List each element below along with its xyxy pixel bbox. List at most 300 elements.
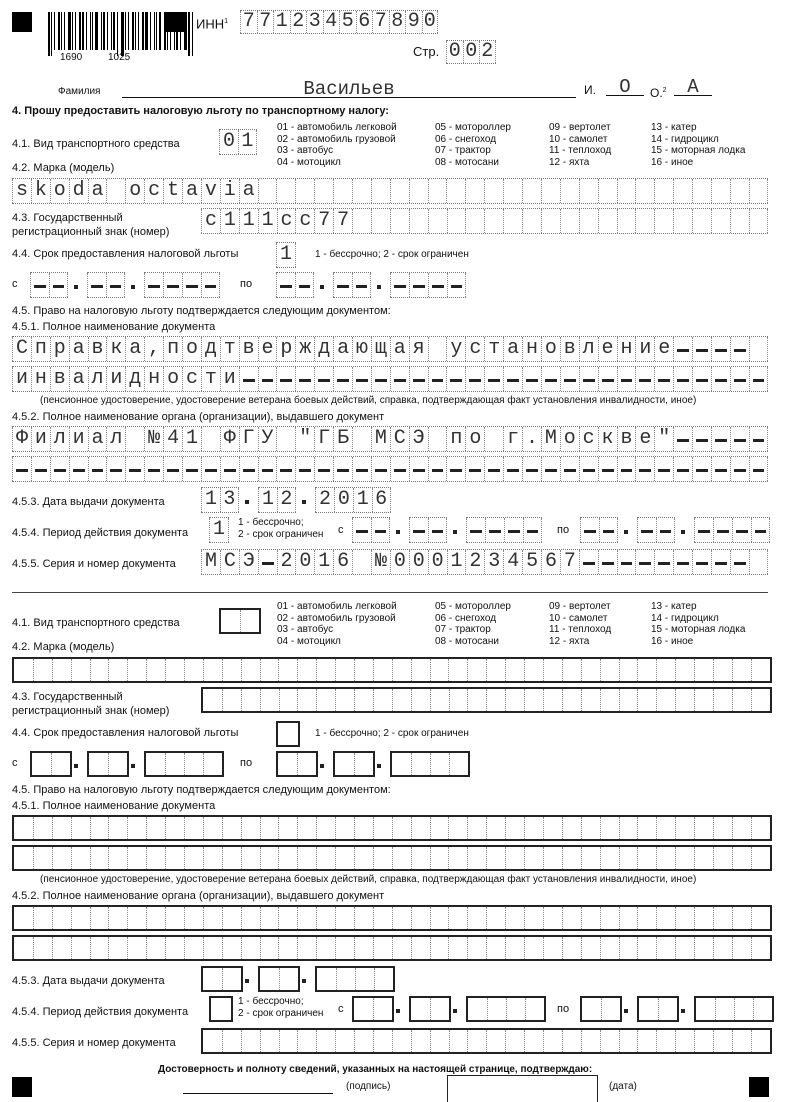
char-cell	[637, 1030, 656, 1052]
char-cell: 4	[163, 427, 182, 451]
date-separator-dot	[453, 1009, 457, 1013]
issue-date-day[interactable]	[201, 487, 239, 513]
char-cell	[222, 689, 241, 711]
char-cell	[579, 209, 598, 233]
initial-o-label: О.$^2$	[650, 86, 667, 100]
char-cell	[241, 847, 260, 869]
char-cell	[751, 1030, 770, 1052]
char-cell: 2	[479, 41, 496, 63]
char-cell	[467, 659, 486, 681]
date-separator-dot	[453, 530, 457, 534]
char-cell	[409, 518, 428, 542]
barcode-bar	[54, 12, 55, 50]
date-separator-dot	[302, 500, 306, 504]
char-cell	[711, 550, 730, 574]
date-separator-dot	[74, 764, 78, 768]
char-cell	[448, 659, 467, 681]
date-separator-dot	[396, 1009, 400, 1013]
barcode-bar	[61, 12, 62, 50]
char-cell	[335, 1030, 354, 1052]
char-cell: о	[541, 337, 560, 361]
char-cell	[316, 689, 335, 711]
doc-name-hint: (пенсионное удостоверение, удостоверение ветерана боевых действий, справка, подтверждающая факт установления инвалидности, иное)	[40, 874, 697, 885]
validity-hint-1: 1 - бессрочно;	[238, 996, 304, 1007]
validity-to-year[interactable]	[694, 517, 770, 543]
surname-label: Фамилия	[58, 86, 101, 97]
char-cell	[297, 689, 316, 711]
barcode-bar	[184, 12, 187, 50]
char-cell: i	[220, 179, 239, 203]
char-cell: o	[125, 179, 144, 203]
char-cell: е	[258, 337, 277, 361]
term-from-month[interactable]	[87, 751, 129, 777]
char-cell	[33, 817, 52, 839]
vehicle-type-legend-item: 06 - снегоход	[435, 133, 497, 145]
char-cell: 2	[290, 11, 307, 33]
char-cell	[203, 937, 222, 959]
char-cell	[12, 457, 31, 481]
validity-to-day[interactable]	[580, 996, 622, 1022]
validity-from-month[interactable]	[409, 517, 447, 543]
char-cell	[675, 847, 694, 869]
vehicle-type-legend-item: 10 - самолет	[549, 133, 608, 145]
char-cell	[673, 550, 692, 574]
term-from-year[interactable]	[144, 272, 220, 298]
issue-date-month[interactable]	[258, 966, 300, 992]
barcode-number-1: 1690	[60, 52, 83, 63]
char-cell: М	[371, 427, 390, 451]
char-cell: д	[314, 337, 333, 361]
vehicle-type-label: 4.1. Вид транспортного средства	[12, 617, 180, 629]
char-cell	[333, 273, 352, 297]
char-cell	[106, 179, 125, 203]
char-cell	[89, 753, 108, 775]
char-cell	[637, 907, 656, 929]
barcode-bar	[113, 12, 115, 50]
char-cell: a	[182, 179, 201, 203]
char-cell	[90, 817, 109, 839]
char-cell	[352, 550, 371, 574]
char-cell: 7	[240, 11, 257, 33]
char-cell	[52, 817, 71, 839]
barcode-bar	[132, 12, 134, 50]
vehicle-type-legend-item: 14 - гидроцикл	[651, 612, 719, 624]
char-cell	[505, 937, 524, 959]
doc-name-field-line1[interactable]	[12, 815, 772, 841]
vehicle-type-legend-column	[549, 122, 611, 168]
char-cell	[711, 179, 730, 203]
char-cell	[371, 209, 390, 233]
char-cell	[354, 1030, 373, 1052]
right-confirmed-label: 4.5. Право на налоговую льготу подтверждается следующим документом:	[12, 305, 391, 317]
char-cell	[241, 659, 260, 681]
vehicle-type-legend-item: 05 - мотороллер	[435, 601, 511, 612]
char-cell	[297, 753, 316, 775]
char-cell	[673, 209, 692, 233]
char-cell	[297, 1030, 316, 1052]
doc-name-hint: (пенсионное удостоверение, удостоверение ветерана боевых действий, справка, подтверждающая факт установления инвалидности, иное)	[40, 395, 697, 406]
char-cell	[579, 457, 598, 481]
validity-field[interactable]	[209, 517, 229, 543]
char-cell	[484, 179, 503, 203]
vehicle-type-legend-item: 13 - катер	[651, 122, 697, 133]
char-cell	[14, 937, 33, 959]
char-cell	[465, 179, 484, 203]
char-cell	[430, 937, 449, 959]
date-separator-dot	[245, 500, 249, 504]
term-field[interactable]	[276, 242, 296, 268]
char-cell: о	[560, 427, 579, 451]
char-cell: 2	[277, 488, 296, 512]
initial-o-field[interactable]	[674, 76, 712, 96]
char-cell	[654, 179, 673, 203]
char-cell	[409, 209, 428, 233]
date-separator-dot	[377, 764, 381, 768]
term-to-month[interactable]	[333, 272, 371, 298]
char-cell	[654, 367, 673, 391]
brand-field[interactable]	[12, 178, 768, 204]
plate-field[interactable]	[201, 208, 768, 234]
char-cell	[560, 209, 579, 233]
term-to-year[interactable]	[390, 272, 466, 298]
barcode-number-2: 1025	[108, 52, 131, 63]
barcode-bar	[117, 12, 118, 56]
char-cell	[165, 659, 184, 681]
char-cell: 1	[447, 550, 466, 574]
char-cell	[354, 659, 373, 681]
date-field[interactable]	[447, 1075, 598, 1102]
char-cell	[486, 659, 505, 681]
char-cell	[390, 209, 409, 233]
char-cell	[276, 367, 295, 391]
char-cell	[694, 518, 713, 542]
issuer-field-line2[interactable]	[12, 935, 772, 961]
char-cell	[33, 937, 52, 959]
char-cell	[467, 689, 486, 711]
term-to-year[interactable]	[390, 751, 470, 777]
char-cell	[600, 817, 619, 839]
char-cell	[619, 689, 638, 711]
doc-name-field-line2[interactable]	[12, 845, 772, 871]
term-to-label: по	[240, 278, 253, 290]
char-cell	[467, 937, 486, 959]
char-cell: 0	[390, 550, 409, 574]
char-cell	[543, 689, 562, 711]
char-cell	[751, 518, 770, 542]
term-from-month[interactable]	[87, 272, 125, 298]
char-cell	[335, 753, 354, 775]
char-cell	[32, 753, 51, 775]
char-cell	[390, 273, 409, 297]
char-cell: и	[31, 427, 50, 451]
char-cell: k	[31, 179, 50, 203]
doc-name-field-line2[interactable]	[12, 366, 768, 392]
char-cell	[448, 847, 467, 869]
char-cell	[392, 817, 411, 839]
char-cell	[201, 273, 220, 297]
char-cell: н	[522, 337, 541, 361]
char-cell	[201, 457, 220, 481]
char-cell: "	[295, 427, 314, 451]
char-cell	[127, 847, 146, 869]
date-separator-dot	[302, 979, 306, 983]
char-cell	[541, 209, 560, 233]
char-cell	[373, 1030, 392, 1052]
brand-label: 4.2. Марка (модель)	[12, 162, 115, 174]
validity-to-year[interactable]	[694, 996, 774, 1022]
char-cell	[713, 1030, 732, 1052]
validity-from-year[interactable]	[466, 517, 542, 543]
barcode-bar	[154, 12, 155, 50]
char-cell	[52, 847, 71, 869]
barcode-bar	[125, 12, 126, 50]
char-cell	[656, 689, 675, 711]
char-cell	[656, 907, 675, 929]
date-label: (дата)	[609, 1081, 637, 1092]
char-cell	[751, 689, 770, 711]
vehicle-type-field[interactable]	[219, 129, 257, 155]
char-cell	[673, 457, 692, 481]
char-cell	[713, 518, 732, 542]
char-cell	[734, 998, 753, 1020]
char-cell	[732, 817, 751, 839]
char-cell	[580, 518, 599, 542]
char-cell: 1	[258, 488, 277, 512]
vehicle-type-legend-column	[549, 601, 611, 647]
plate-label-line2: регистрационный знак (номер)	[12, 226, 170, 238]
char-cell: d	[69, 179, 88, 203]
series-field[interactable]	[201, 1028, 772, 1054]
term-from-label: с	[12, 757, 18, 769]
term-to-day[interactable]	[276, 272, 314, 298]
surname-field[interactable]	[122, 78, 576, 98]
validity-from-day[interactable]	[352, 996, 394, 1022]
char-cell	[127, 817, 146, 839]
char-cell	[711, 367, 730, 391]
char-cell	[675, 689, 694, 711]
char-cell	[390, 179, 409, 203]
brand-field[interactable]	[12, 657, 772, 683]
barcode-bar	[82, 12, 84, 50]
validity-to-day[interactable]	[580, 517, 618, 543]
char-cell	[222, 937, 241, 959]
series-field[interactable]	[201, 549, 768, 575]
char-cell	[732, 518, 751, 542]
char-cell	[428, 518, 447, 542]
char-cell: я	[409, 337, 428, 361]
char-cell: v	[201, 179, 220, 203]
validity-to-month[interactable]	[637, 996, 679, 1022]
issue-date-month[interactable]	[258, 487, 296, 513]
block-divider	[12, 592, 768, 593]
char-cell: 6	[356, 11, 373, 33]
char-cell: д	[201, 337, 220, 361]
validity-from-year[interactable]	[466, 996, 546, 1022]
char-cell	[430, 998, 449, 1020]
char-cell	[635, 457, 654, 481]
char-cell	[411, 659, 430, 681]
char-cell	[314, 457, 333, 481]
char-cell	[581, 847, 600, 869]
char-cell	[222, 1030, 241, 1052]
plate-field[interactable]	[201, 687, 772, 713]
vehicle-type-legend-item: 09 - вертолет	[549, 601, 611, 612]
term-label: 4.4. Срок предоставления налоговой льготы	[12, 727, 239, 739]
validity-hint-2: 2 - срок ограничен	[238, 529, 324, 540]
char-cell	[523, 518, 542, 542]
page-field[interactable]	[446, 40, 496, 64]
char-cell	[335, 689, 354, 711]
char-cell	[447, 273, 466, 297]
right-confirmed-label: 4.5. Право на налоговую льготу подтверждается следующим документом:	[12, 784, 391, 796]
char-cell	[335, 937, 354, 959]
char-cell	[260, 907, 279, 929]
vehicle-type-label: 4.1. Вид транспортного средства	[12, 138, 180, 150]
plate-label-line1: 4.3. Государственный	[12, 691, 123, 703]
inn-field[interactable]	[240, 10, 438, 34]
vehicle-type-legend-item: 13 - катер	[651, 601, 697, 612]
char-cell	[543, 937, 562, 959]
term-to-day[interactable]	[276, 751, 318, 777]
char-cell	[276, 457, 295, 481]
char-cell	[354, 817, 373, 839]
barcode-bar	[101, 12, 102, 50]
char-cell: 8	[389, 11, 406, 33]
issue-date-year[interactable]	[315, 966, 395, 992]
char-cell	[715, 998, 734, 1020]
char-cell: 7	[314, 209, 333, 233]
validity-field[interactable]	[209, 996, 233, 1022]
char-cell	[352, 427, 371, 451]
char-cell	[336, 968, 355, 990]
char-cell	[541, 367, 560, 391]
term-from-day[interactable]	[30, 272, 68, 298]
term-from-year[interactable]	[144, 751, 224, 777]
issuer-field-line1[interactable]	[12, 905, 772, 931]
char-cell	[486, 847, 505, 869]
char-cell	[505, 689, 524, 711]
term-to-month[interactable]	[333, 751, 375, 777]
char-cell	[504, 518, 523, 542]
char-cell	[675, 1030, 694, 1052]
signature-field[interactable]	[183, 1080, 333, 1094]
char-cell: р	[276, 337, 295, 361]
barcode-bar	[167, 12, 168, 50]
char-cell	[430, 817, 449, 839]
char-cell	[732, 937, 751, 959]
char-cell: е	[598, 337, 617, 361]
issuer-field-line2[interactable]	[12, 456, 768, 482]
char-cell	[560, 179, 579, 203]
char-cell: 1	[209, 518, 229, 542]
initial-i-value: О	[619, 76, 631, 98]
char-cell	[88, 457, 107, 481]
char-cell	[241, 907, 260, 929]
validity-from-month[interactable]	[409, 996, 451, 1022]
issue-date-day[interactable]	[201, 966, 243, 992]
barcode-bar	[145, 12, 148, 50]
char-cell: a	[239, 179, 258, 203]
char-cell	[654, 209, 673, 233]
char-cell	[656, 847, 675, 869]
barcode-bar	[111, 12, 112, 50]
term-field[interactable]	[276, 721, 300, 747]
vehicle-type-field[interactable]	[219, 608, 261, 634]
char-cell	[600, 847, 619, 869]
char-cell	[317, 968, 336, 990]
char-cell	[484, 427, 503, 451]
validity-from-day[interactable]	[352, 517, 390, 543]
char-cell	[354, 847, 373, 869]
barcode-bar	[64, 12, 65, 50]
barcode-bar	[128, 12, 129, 50]
char-cell	[503, 179, 522, 203]
char-cell	[69, 457, 88, 481]
char-cell	[600, 659, 619, 681]
char-cell	[446, 367, 465, 391]
char-cell: М	[541, 427, 560, 451]
char-cell: c	[201, 209, 220, 233]
char-cell	[598, 209, 617, 233]
validity-from-label: с	[338, 1003, 344, 1015]
barcode-bar	[107, 12, 108, 50]
char-cell: №	[371, 550, 390, 574]
issue-date-year[interactable]	[315, 487, 391, 513]
date-separator-dot	[245, 979, 249, 983]
barcode-bar	[192, 12, 193, 56]
barcode-bar	[170, 12, 171, 50]
char-cell	[428, 337, 447, 361]
char-cell	[524, 689, 543, 711]
char-cell	[601, 998, 620, 1020]
char-cell: 0	[428, 550, 447, 574]
char-cell	[692, 209, 711, 233]
char-cell	[14, 907, 33, 929]
char-cell	[694, 817, 713, 839]
vehicle-type-legend-item: 12 - яхта	[549, 156, 590, 168]
char-cell	[560, 457, 579, 481]
initial-i-field[interactable]	[606, 76, 644, 96]
char-cell	[543, 659, 562, 681]
validity-to-month[interactable]	[637, 517, 675, 543]
char-cell	[411, 907, 430, 929]
char-cell	[732, 689, 751, 711]
char-cell	[503, 209, 522, 233]
char-cell	[524, 1030, 543, 1052]
doc-name-field-line1[interactable]	[12, 336, 768, 362]
char-cell	[49, 273, 68, 297]
char-cell: т	[201, 367, 220, 391]
char-cell	[373, 998, 392, 1020]
char-cell	[635, 209, 654, 233]
char-cell	[71, 847, 90, 869]
char-cell	[675, 937, 694, 959]
char-cell	[654, 550, 673, 574]
char-cell: 0	[295, 550, 314, 574]
char-cell: и	[106, 367, 125, 391]
char-cell	[619, 817, 638, 839]
char-cell	[314, 179, 333, 203]
char-cell: д	[125, 367, 144, 391]
char-cell	[106, 457, 125, 481]
char-cell	[430, 753, 449, 775]
term-from-day[interactable]	[30, 751, 72, 777]
char-cell: №	[144, 427, 163, 451]
issuer-field-line1[interactable]	[12, 426, 768, 452]
char-cell	[146, 817, 165, 839]
char-cell	[258, 367, 277, 391]
char-cell	[108, 937, 127, 959]
